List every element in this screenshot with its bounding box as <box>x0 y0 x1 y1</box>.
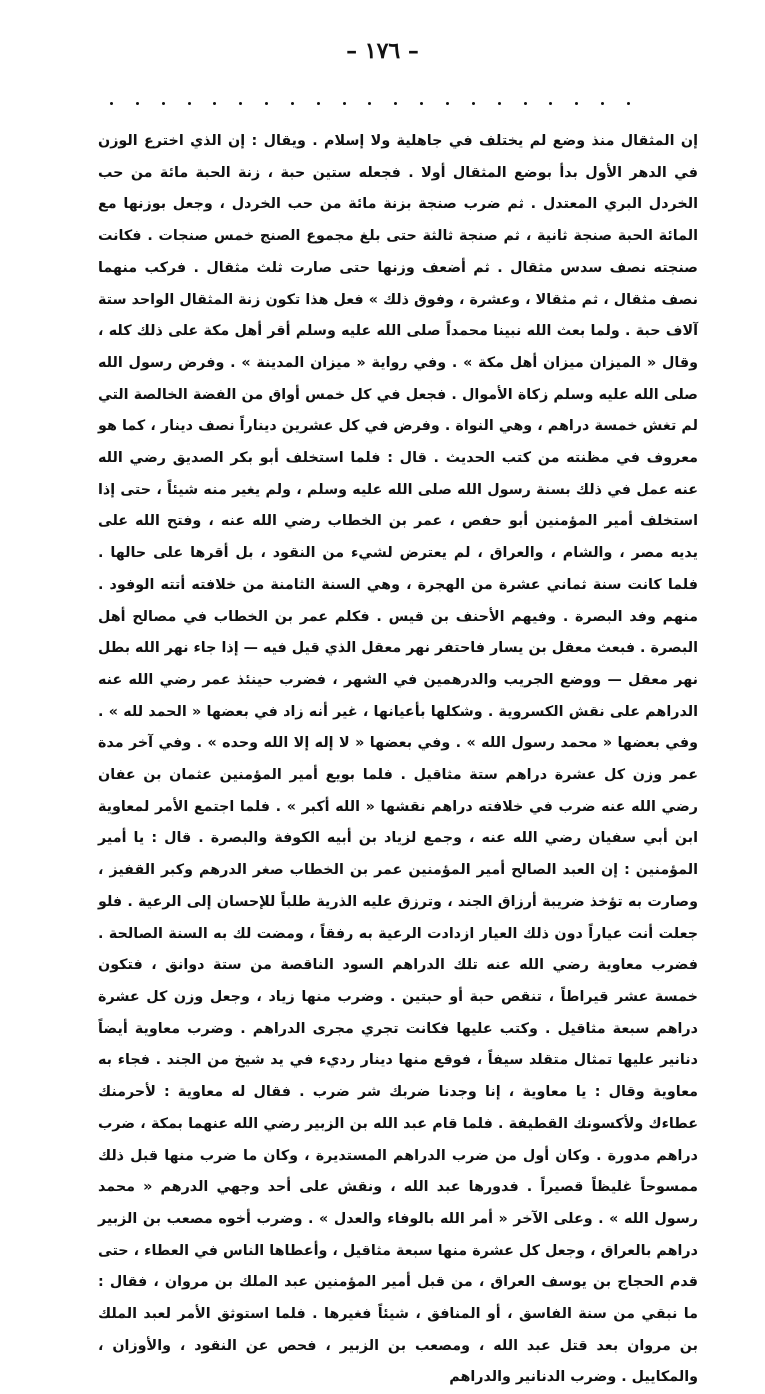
divider-dot <box>368 102 371 105</box>
divider-dot <box>472 102 475 105</box>
divider-dot <box>188 102 191 105</box>
divider-dot <box>394 102 397 105</box>
body-text <box>98 126 698 1386</box>
divider-dot <box>343 102 346 105</box>
divider-dot <box>446 102 449 105</box>
divider-dot <box>575 102 578 105</box>
divider-dot <box>524 102 527 105</box>
divider-dot <box>239 102 242 105</box>
divider-dot <box>549 102 552 105</box>
divider-dot <box>265 102 268 105</box>
divider-dot <box>498 102 501 105</box>
ornamental-divider <box>110 96 630 110</box>
divider-dot <box>162 102 165 105</box>
divider-dot <box>420 102 423 105</box>
paragraph: إن المثقال منذ وضع لم يختلف في جاهلية ولا إسلام . ويقال : إن الذي اخترع الوزن في الدهر الأول بدأ بوضع المثقال أولا . فجعله ستين حبة ، زنة الحبة مائة من حب الخردل البري المعتدل . ثم ضرب صنجة بزنة مائة من حب الخردل ، وجعل بوزنها مع المائة الحبة صنجة ثانية ، ثم صنجة ثالثة حتى بلغ مجموع الصنج خمس صنجات . فكانت صنجته نصف سدس مثقال . ثم أضعف وزنها حتى صارت ثلث مثقال . فركب منهما نصف مثقال ، ثم مثقالا ، وعشرة ، وفوق ذلك » فعل هذا تكون زنة المثقال الواحد ستة آلاف حبة . ولما بعث الله نبينا محمداً صلى الله عليه وسلم أقر أهل مكة على ذلك كله ، وقال « الميزان ميزان أهل مكة » . وفي رواية « ميزان المدينة » . وفرض رسول الله صلى الله عليه وسلم زكاة الأموال . فجعل في كل خمس أواق من الفضة الخالصة التي لم تغش خمسة دراهم ، وهي النواة . وفرض في كل عشرين ديناراً نصف دينار ، كما هو معروف في مظنته من كتب الحديث . قال : فلما استخلف أبو بكر الصديق رضي الله عنه عمل في ذلك بسنة رسول الله صلى الله عليه وسلم ، ولم يغير منه شيئاً ، حتى إذا استخلف أمير المؤمنين أبو حفص ، عمر بن الخطاب رضي الله عنه ، وفتح الله على يديه مصر ، والشام ، والعراق ، لم يعترض لشيء من النقود ، بل أقرها على حالها . فلما كانت سنة ثماني عشرة من الهجرة ، وهي السنة الثامنة من خلافته أتته الوفود . منهم وفد البصرة . وفيهم الأحنف بن قيس . فكلم عمر بن الخطاب في مصالح أهل البصرة . فبعث معقل بن يسار فاحتفر نهر معقل الذي قيل فيه — إذا جاء نهر الله بطل نهر معقل — ووضع الجريب والدرهمين في الشهر ، فضرب حينئذ عمر رضي الله عنه الدراهم على نقش الكسروية . وشكلها بأعيانها ، غير أنه زاد في بعضها « الحمد لله » . وفي بعضها « محمد رسول الله » . وفي بعضها « لا إله إلا الله وحده » . وفي آخر مدة عمر وزن كل عشرة دراهم ستة مثاقيل . فلما بويع أمير المؤمنين عثمان بن عفان رضي الله عنه ضرب في خلافته دراهم نقشها « الله أكبر » . فلما اجتمع الأمر لمعاوية ابن أبي سفيان رضي الله عنه ، وجمع لزياد بن أبيه الكوفة والبصرة . قال : يا أمير المؤمنين : إن العبد الصالح أمير المؤمنين عمر بن الخطاب صغر الدرهم وكبر القفيز ، وصارت به تؤخذ ضريبة أرزاق الجند ، وترزق عليه الذرية طلباً للإحسان إلى الرعية . فلو جعلت أنت عياراً دون ذلك العيار ازدادت الرعية به رفقاً ، ومضت لك به السنة الصالحة . فضرب معاوية رضي الله عنه تلك الدراهم السود الناقصة من ستة دوانق ، فتكون خمسة عشر قيراطاً ، تنقص حبة أو حبتين . وضرب منها زياد ، وجعل وزن كل عشرة دراهم سبعة مثاقيل . وكتب عليها فكانت تجري مجرى الدراهم . وضرب معاوية أيضاً دنانير عليها تمثال متقلد سيفاً ، فوقع منها دينار رديء في يد شيخ من الجند . فجاء به معاوية وقال : يا معاوية ، إنا وجدنا ضربك شر ضرب . فقال له معاوية : لأحرمنك عطاءك ولأكسونك القطيفة . فلما قام عبد الله بن الزبير رضي الله عنهما بمكة ، ضرب دراهم مدورة . وكان أول من ضرب الدراهم المستديرة ، وكان ما ضرب منها قبل ذلك ممسوحاً غليظاً قصيراً . فدورها عبد الله ، ونقش على أحد وجهي الدرهم « محمد رسول الله » . وعلى الآخر « أمر الله بالوفاء والعدل » . وضرب أخوه مصعب بن الزبير دراهم بالعراق ، وجعل كل عشرة منها سبعة مثاقيل ، وأعطاها الناس في العطاء ، حتى قدم الحجاج بن يوسف العراق ، من قبل أمير المؤمنين عبد الملك بن مروان ، فقال : ما نبقي من سنة الفاسق ، أو المنافق ، شيئاً فغيرها . فلما استوثق الأمر لعبد الملك بن مروان بعد قتل عبد الله ، ومصعب بن الزبير ، فحص عن النقود ، والأوزان ، والمكاييل . وضرب الدنانير والدراهم <box>98 133 698 1386</box>
divider-dot <box>291 102 294 105</box>
divider-dot <box>213 102 216 105</box>
divider-dot <box>110 102 113 105</box>
divider-dot <box>136 102 139 105</box>
page-number: – ١٧٦ – <box>346 38 419 64</box>
divider-dot <box>601 102 604 105</box>
divider-dot <box>627 102 630 105</box>
divider-dot <box>317 102 320 105</box>
